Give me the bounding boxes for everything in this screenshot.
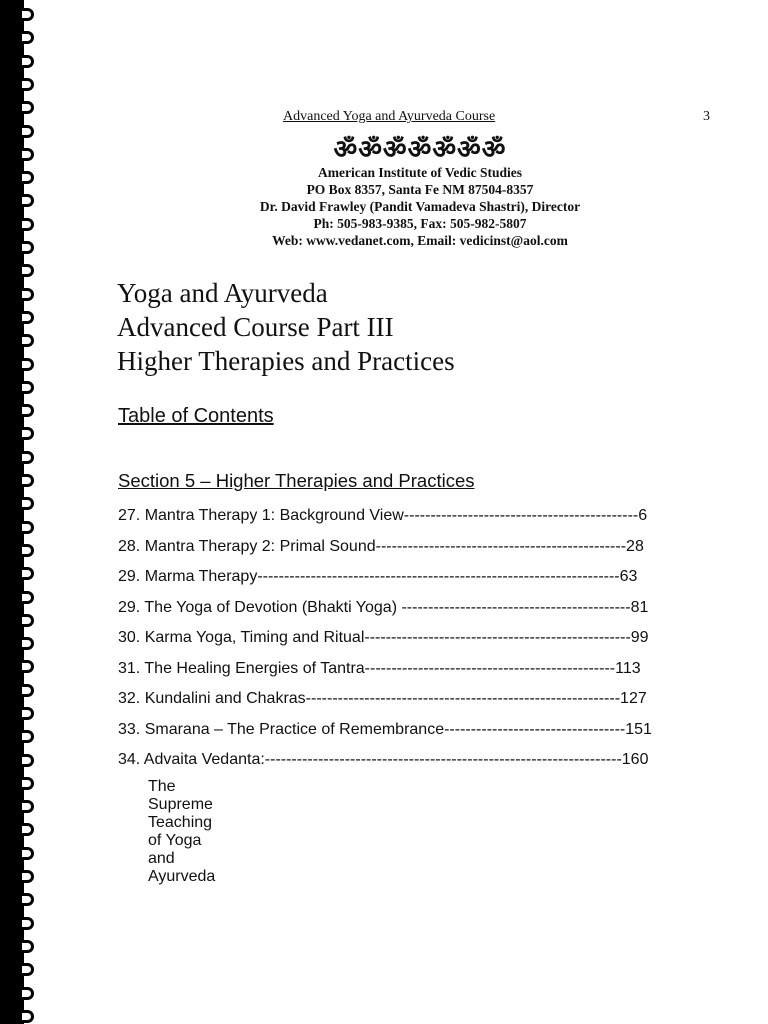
title-line-2: Advanced Course Part III [117, 312, 394, 342]
title-line-3: Higher Therapies and Practices [117, 346, 455, 376]
toc-heading: Table of Contents [118, 405, 274, 427]
toc-entry: 29. Marma Therapy--------------------------------------------------------------------63 [118, 568, 638, 585]
binding-coil [22, 730, 34, 743]
institute-web-email: Web: www.vedanet.com, Email: vedicinst@aol.com [272, 233, 568, 248]
binding-coil [22, 78, 34, 91]
toc-entry-subtitle: The Supreme Teaching of Yoga and Ayurveda [148, 778, 216, 885]
binding-coil [22, 567, 34, 580]
binding-coil [22, 1010, 34, 1023]
binding-coil [22, 987, 34, 1000]
title-line-1: Yoga and Ayurveda [117, 278, 328, 308]
binding-coil [22, 614, 34, 627]
binding-coil [22, 55, 34, 68]
institute-director: Dr. David Frawley (Pandit Vamadeva Shastri), Director [259, 199, 581, 214]
toc-entry: 30. Karma Yoga, Timing and Ritual--------------------------------------------------99 [118, 629, 649, 646]
toc-entry: 34. Advaita Vedanta:-------------------------------------------------------------------160 [118, 751, 649, 768]
binding-coil [22, 637, 34, 650]
binding-coil [22, 754, 34, 767]
binding-coil [22, 660, 34, 673]
toc-entry: 29. The Yoga of Devotion (Bhakti Yoga) -------------------------------------------81 [118, 598, 649, 616]
institute-name: American Institute of Vedic Studies [317, 165, 522, 180]
institute-block [0, 164, 768, 249]
toc-entry: 33. Smarana – The Practice of Remembrance----------------------------------151 [118, 720, 652, 738]
toc-entry: 28. Mantra Therapy 2: Primal Sound-----------------------------------------------28 [118, 537, 644, 555]
binding-coil [22, 427, 34, 440]
binding-coil [22, 264, 34, 277]
toc-list [118, 505, 718, 780]
binding-coil [22, 800, 34, 813]
binding-coil [22, 777, 34, 790]
binding-coil [22, 591, 34, 604]
binding-coil [22, 358, 34, 371]
binding-coil [22, 311, 34, 324]
binding-coil [22, 31, 34, 44]
binding-coil [22, 823, 34, 836]
binding-coil [22, 334, 34, 347]
section-heading: Section 5 – Higher Therapies and Practices [118, 470, 475, 491]
institute-phone-fax: Ph: 505-983-9385, Fax: 505-982-5807 [313, 216, 527, 231]
binding-coil [22, 451, 34, 464]
toc-entry: 32. Kundalini and Chakras-----------------------------------------------------------127 [118, 690, 647, 707]
page-number: 3 [703, 109, 710, 124]
binding-coil [22, 544, 34, 557]
binding-coil [22, 381, 34, 394]
toc-entry: 27. Mantra Therapy 1: Background View--------------------------------------------6 [118, 507, 648, 524]
binding-coil [22, 404, 34, 417]
om-symbols: ॐॐॐॐॐॐॐ [333, 135, 507, 164]
toc-entry: 31. The Healing Energies of Tantra-----------------------------------------------113 [118, 659, 641, 677]
document-title [117, 276, 455, 378]
binding-coil [22, 521, 34, 534]
binding-coil [22, 893, 34, 906]
binding-coil [22, 497, 34, 510]
binding-coil [22, 940, 34, 953]
binding-coil [22, 8, 34, 21]
binding-coil [22, 870, 34, 883]
binding-coil [22, 101, 34, 114]
binding-coil [22, 684, 34, 697]
binding-coil [22, 707, 34, 720]
binding-coil [22, 847, 34, 860]
course-title-header: Advanced Yoga and Ayurveda Course [283, 109, 496, 124]
institute-address: PO Box 8357, Santa Fe NM 87504-8357 [306, 182, 534, 197]
binding-coil [22, 917, 34, 930]
binding-coil [22, 288, 34, 301]
binding-coil [22, 474, 34, 487]
binding-coil [22, 963, 34, 976]
